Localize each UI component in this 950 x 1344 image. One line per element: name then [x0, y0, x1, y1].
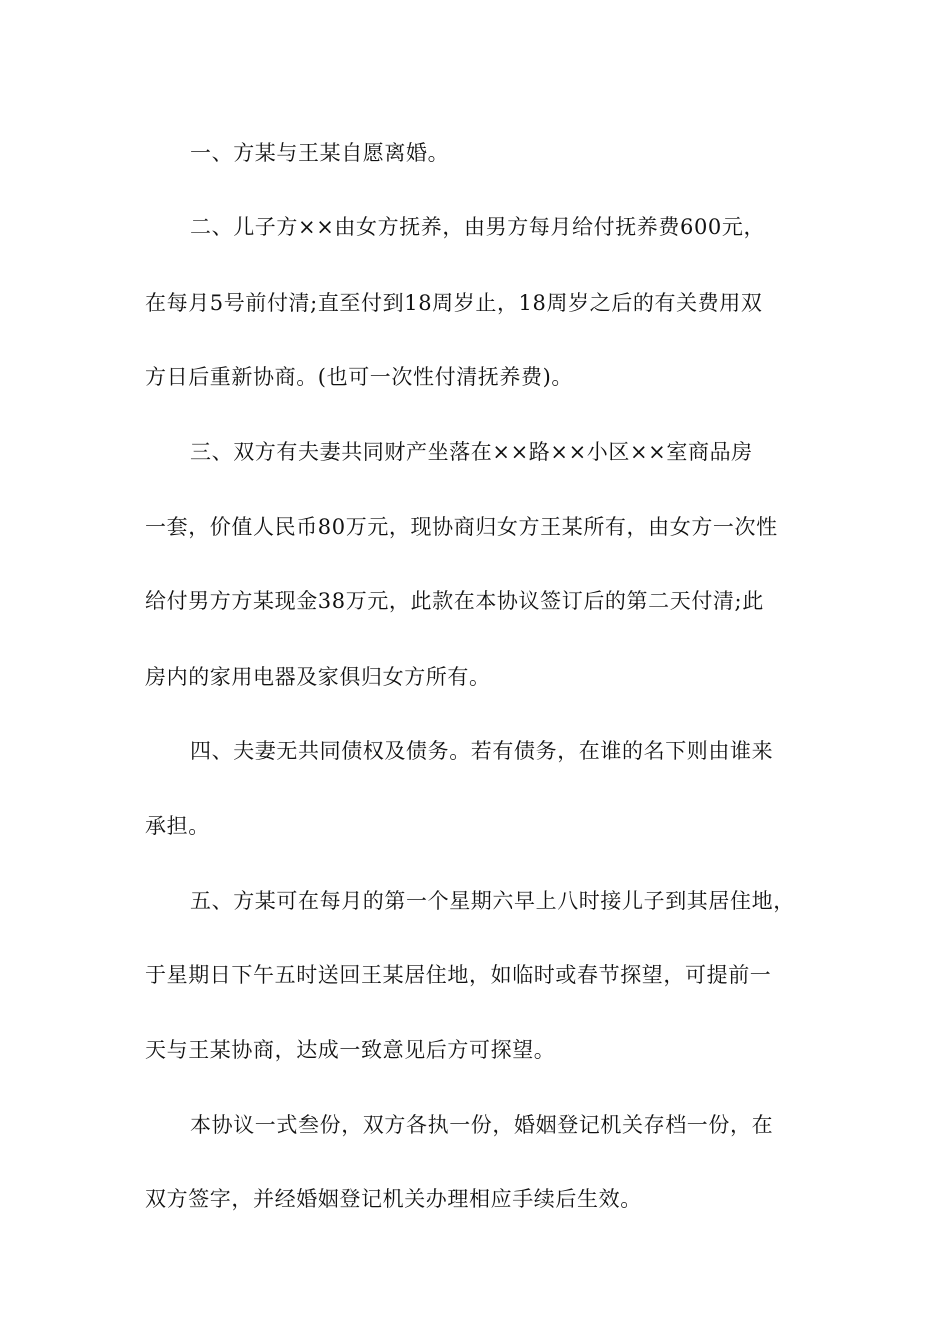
clause-1-line-1: 一、方某与王某自愿离婚。	[190, 141, 450, 165]
clause-5-line-2: 于星期日下午五时送回王某居住地，如临时或春节探望，可提前一	[145, 963, 772, 987]
clause-4-line-2: 承担。	[145, 814, 210, 838]
clause-3-line-3: 给付男方方某现金38万元，此款在本协议签订后的第二天付清;此	[145, 589, 764, 613]
clause-4-line-1: 四、夫妻无共同债权及债务。若有债务，在谁的名下则由谁来	[190, 739, 774, 763]
clause-3-line-2: 一套，价值人民币80万元，现协商归女方王某所有，由女方一次性	[145, 515, 778, 539]
clause-3-line-4: 房内的家用电器及家俱归女方所有。	[145, 665, 491, 689]
clause-5-line-1: 五、方某可在每月的第一个星期六早上八时接儿子到其居住地，	[190, 889, 795, 913]
clause-2-line-2: 在每月5号前付清;直至付到18周岁止，18周岁之后的有关费用双	[145, 291, 763, 315]
closing-line-1: 本协议一式叁份，双方各执一份，婚姻登记机关存档一份，在	[190, 1113, 774, 1137]
closing-line-2: 双方签字，并经婚姻登记机关办理相应手续后生效。	[145, 1187, 642, 1211]
clause-2-line-1: 二、儿子方××由女方抚养，由男方每月给付抚养费600元，	[190, 215, 766, 239]
clause-3-line-1: 三、双方有夫妻共同财产坐落在××路××小区××室商品房	[190, 440, 753, 464]
clause-5-line-3: 天与王某协商，达成一致意见后方可探望。	[145, 1038, 556, 1062]
clause-2-line-3: 方日后重新协商。(也可一次性付清抚养费)。	[145, 365, 573, 389]
